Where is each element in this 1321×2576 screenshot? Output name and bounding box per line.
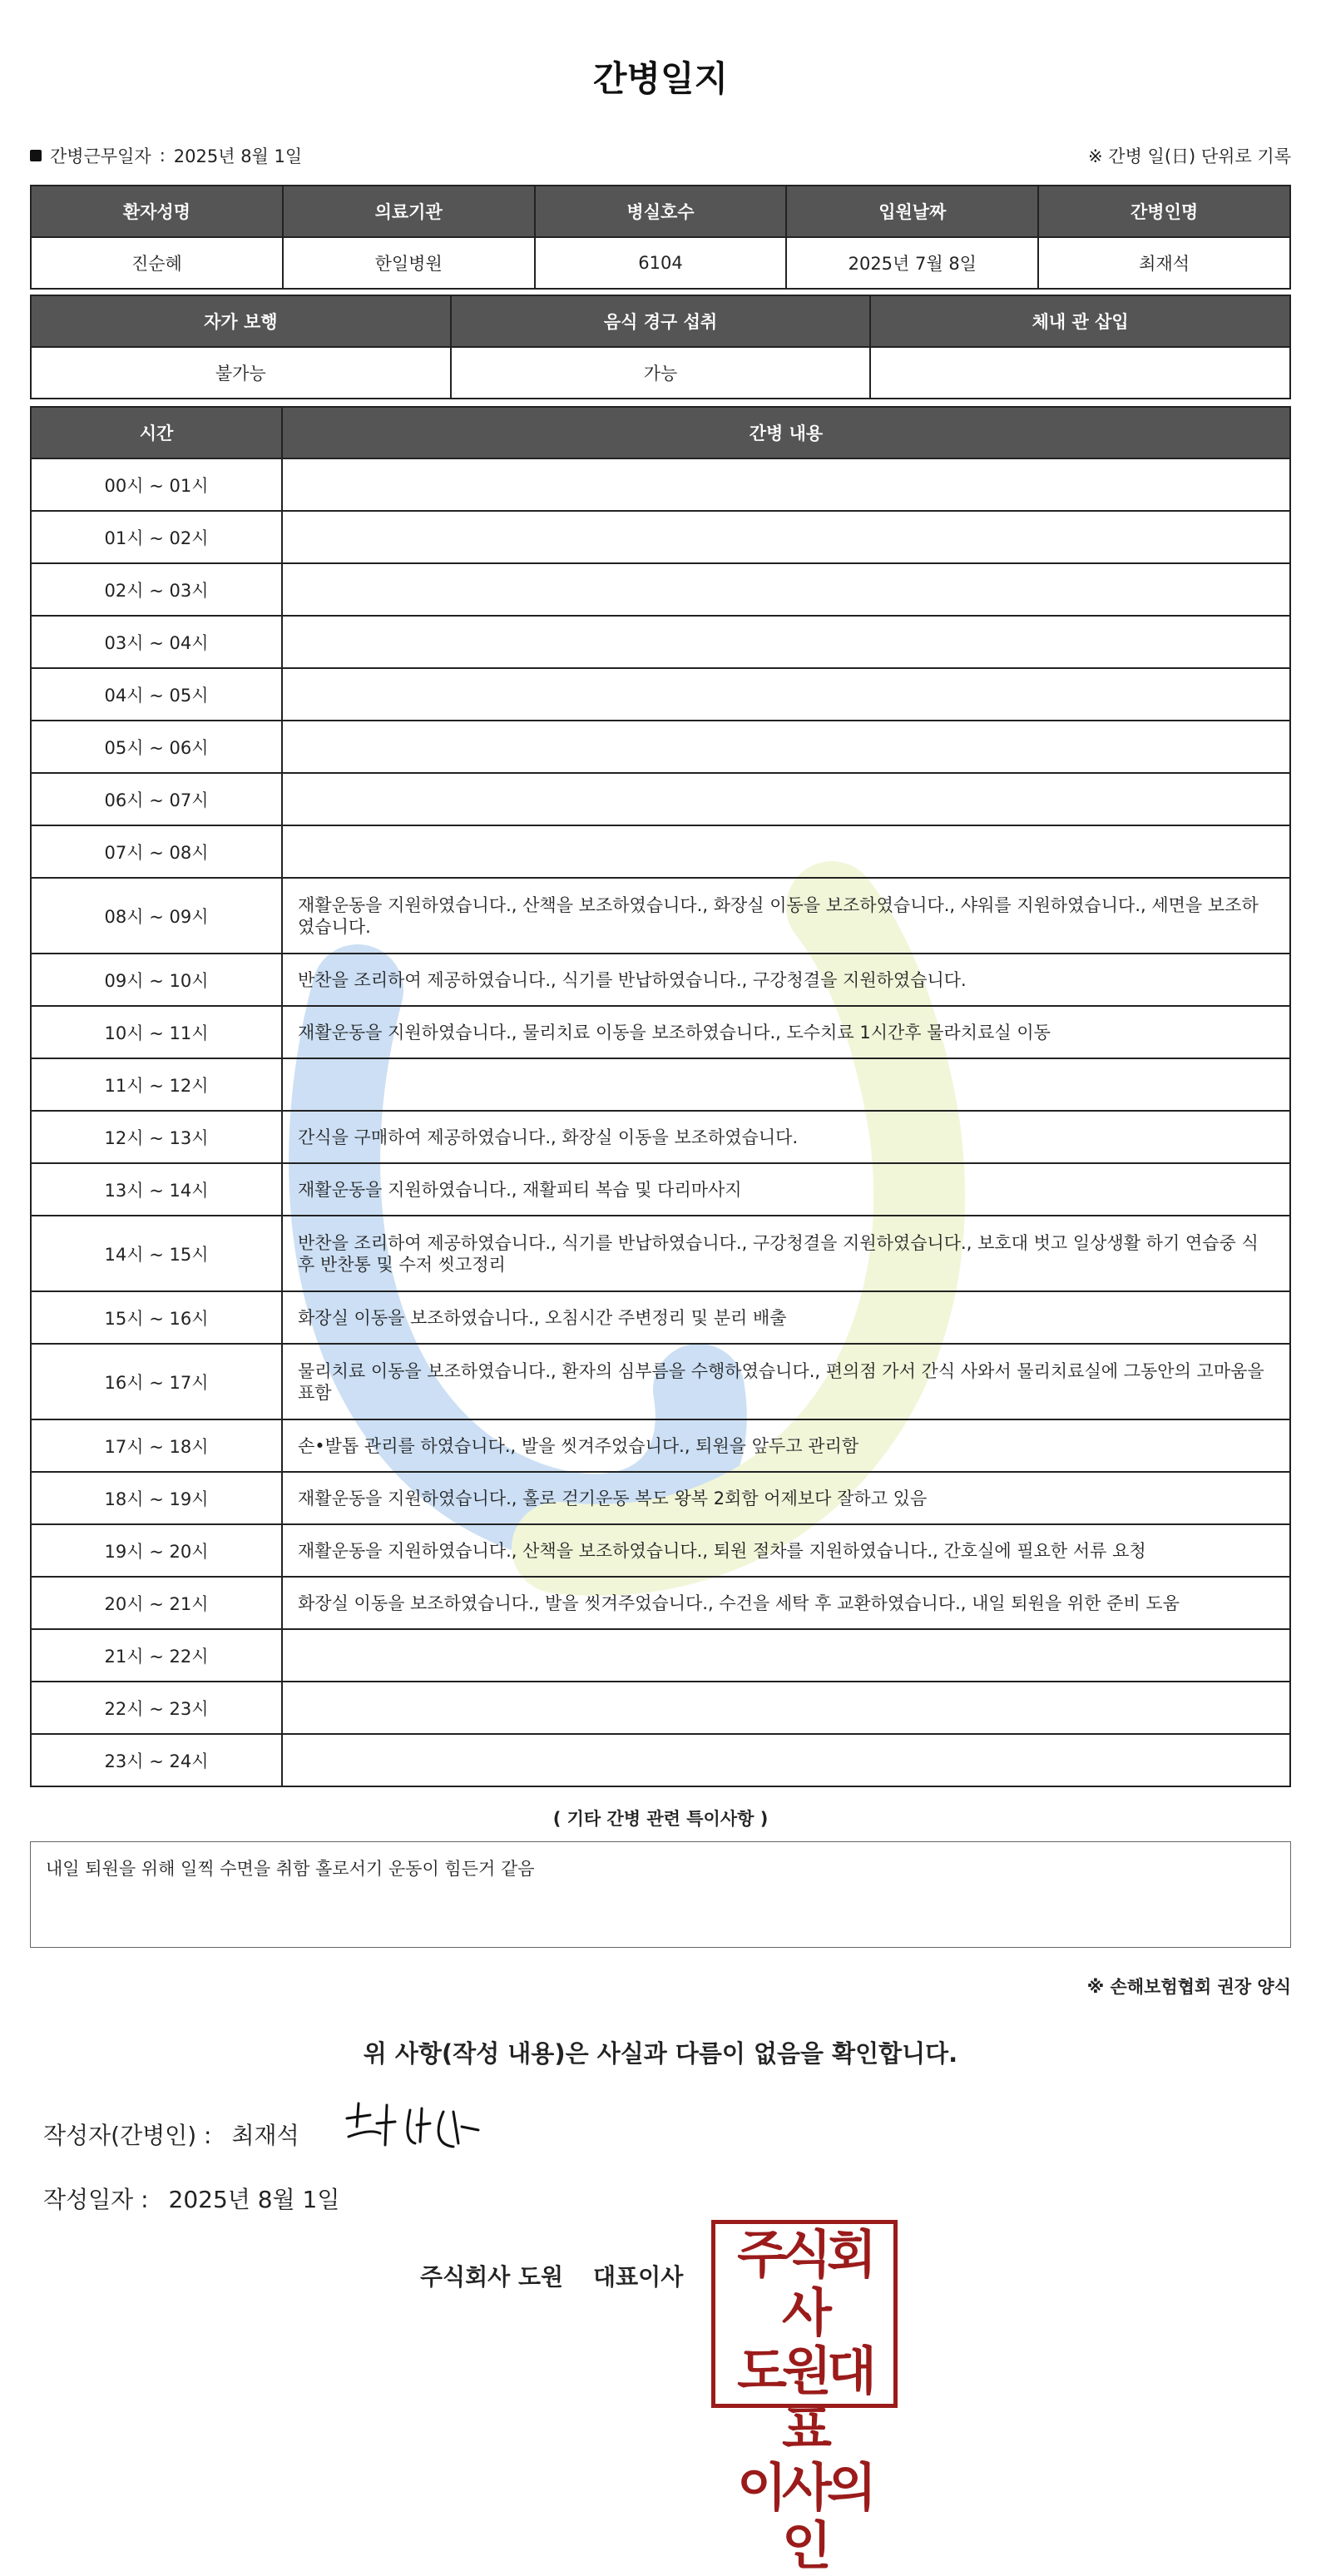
work-date-label: 간병근무일자 [50, 146, 151, 166]
header-hospital: 의료기관 [283, 186, 535, 237]
log-time: 21시 ~ 22시 [31, 1629, 282, 1682]
notes-title: ( 기타 간병 관련 특이사항 ) [552, 1809, 769, 1829]
log-content: 반찬을 조리하여 제공하였습니다., 식기를 반납하였습니다., 구강청결을 지원하였습니다. [282, 954, 1290, 1006]
log-content: 화장실 이동을 보조하였습니다., 오침시간 주변정리 및 분리 배출 [282, 1291, 1290, 1344]
table-row [31, 1524, 1290, 1577]
log-content [282, 511, 1290, 563]
write-date-line [43, 2182, 339, 2215]
log-content: 물리치료 이동을 보조하였습니다., 환자의 심부름을 수행하였습니다., 편의점 가서 간식 사와서 물리치료실에 그동안의 고마움을 표함 [282, 1344, 1290, 1419]
table-row [31, 1577, 1290, 1629]
work-date-value: 2025년 8월 1일 [173, 146, 303, 166]
care-log-table [30, 406, 1291, 1787]
table-row [31, 1111, 1290, 1163]
header-tube: 체내 관 삽입 [870, 295, 1290, 347]
confirmation-statement: 위 사항(작성 내용)은 사실과 다름이 없음을 확인합니다. [363, 2039, 958, 2068]
writer-label: 작성자(간병인) : [43, 2122, 212, 2149]
log-time: 00시 ~ 01시 [31, 458, 282, 511]
log-time: 16시 ~ 17시 [31, 1344, 282, 1419]
seal-line: 이사의인 [737, 2457, 872, 2576]
header-oral-intake: 음식 경구 섭취 [451, 295, 871, 347]
header-caregiver: 간병인명 [1038, 186, 1290, 237]
table-row [31, 1682, 1290, 1734]
table-row [31, 954, 1290, 1006]
log-content: 화장실 이동을 보조하였습니다., 발을 씻겨주었습니다., 수건을 세탁 후 교환하였습니다., 내일 퇴원을 위한 준비 도움 [282, 1577, 1290, 1629]
log-time: 08시 ~ 09시 [31, 878, 282, 954]
signature-icon [337, 2093, 487, 2168]
table-row [31, 458, 1290, 511]
log-time: 17시 ~ 18시 [31, 1419, 282, 1472]
table-row [31, 773, 1290, 825]
caregiver-name: 최재석 [1038, 237, 1290, 289]
log-time: 18시 ~ 19시 [31, 1472, 282, 1524]
log-content: 손•발톱 관리를 하였습니다., 발을 씻겨주었습니다., 퇴원을 앞두고 관리함 [282, 1419, 1290, 1472]
patient-info-table [30, 185, 1291, 290]
table-row [31, 1472, 1290, 1524]
log-content [282, 1734, 1290, 1786]
log-content [282, 563, 1290, 616]
table-row [31, 1006, 1290, 1058]
table-row [31, 1163, 1290, 1216]
table-row [31, 1058, 1290, 1111]
log-content [282, 773, 1290, 825]
log-time: 03시 ~ 04시 [31, 616, 282, 668]
seal-line: 도원대표 [737, 2341, 872, 2460]
table-row [31, 878, 1290, 954]
table-row [31, 1291, 1290, 1344]
log-time: 19시 ~ 20시 [31, 1524, 282, 1577]
log-content [282, 825, 1290, 878]
table-row [31, 825, 1290, 878]
admission-date: 2025년 7월 8일 [786, 237, 1038, 289]
header-room: 병실호수 [535, 186, 787, 237]
log-time: 10시 ~ 11시 [31, 1006, 282, 1058]
table-row [31, 1216, 1290, 1291]
oral-intake-value: 가능 [451, 347, 871, 399]
log-time: 06시 ~ 07시 [31, 773, 282, 825]
log-time: 02시 ~ 03시 [31, 563, 282, 616]
table-row [31, 1734, 1290, 1786]
table-row [31, 511, 1290, 563]
log-content: 간식을 구매하여 제공하였습니다., 화장실 이동을 보조하였습니다. [282, 1111, 1290, 1163]
log-content: 재활운동을 지원하였습니다., 물리치료 이동을 보조하였습니다., 도수치료 1시간후 물라치료실 이동 [282, 1006, 1290, 1058]
log-time: 01시 ~ 02시 [31, 511, 282, 563]
work-date-sep: : [159, 146, 166, 166]
log-content: 재활운동을 지원하였습니다., 재활피티 복습 및 다리마사지 [282, 1163, 1290, 1216]
writer-name: 최재석 [231, 2122, 299, 2149]
header-walking: 자가 보행 [31, 295, 451, 347]
log-time: 15시 ~ 16시 [31, 1291, 282, 1344]
write-date-label: 작성일자 : [43, 2186, 149, 2213]
log-content [282, 616, 1290, 668]
table-row [31, 1419, 1290, 1472]
log-time: 14시 ~ 15시 [31, 1216, 282, 1291]
bullet-icon [30, 150, 42, 161]
company-seal-icon [711, 2220, 898, 2576]
table-row [31, 1629, 1290, 1682]
log-time: 11시 ~ 12시 [31, 1058, 282, 1111]
notes-text: 내일 퇴원을 위해 일찍 수면을 취함 홀로서기 운동이 힘든거 같음 [30, 1841, 1291, 1948]
header-patient-name: 환자성명 [31, 186, 283, 237]
log-time: 04시 ~ 05시 [31, 668, 282, 721]
status-info-table [30, 295, 1291, 399]
log-content: 재활운동을 지원하였습니다., 산책을 보조하였습니다., 화장실 이동을 보조하였습니다., 샤워를 지원하였습니다., 세면을 보조하였습니다. [282, 878, 1290, 954]
hospital: 한일병원 [283, 237, 535, 289]
log-content [282, 1629, 1290, 1682]
work-date [30, 143, 302, 168]
header-content: 간병 내용 [282, 407, 1290, 458]
log-time: 22시 ~ 23시 [31, 1682, 282, 1734]
log-content: 재활운동을 지원하였습니다., 홀로 걷기운동 복도 왕복 2회함 어제보다 잘하고 있음 [282, 1472, 1290, 1524]
seal-line: 주식회사 [737, 2224, 872, 2343]
walking-value: 불가능 [31, 347, 451, 399]
tube-value [870, 347, 1290, 399]
page-title: 간병일지 [592, 58, 729, 99]
table-row [31, 668, 1290, 721]
log-time: 23시 ~ 24시 [31, 1734, 282, 1786]
log-time: 13시 ~ 14시 [31, 1163, 282, 1216]
log-content [282, 458, 1290, 511]
log-time: 20시 ~ 21시 [31, 1577, 282, 1629]
log-time: 05시 ~ 06시 [31, 721, 282, 773]
care-log-rows [31, 458, 1290, 1786]
writer-line [43, 2118, 299, 2151]
log-content [282, 668, 1290, 721]
log-time: 07시 ~ 08시 [31, 825, 282, 878]
log-time: 12시 ~ 13시 [31, 1111, 282, 1163]
company-name: 주식회사 도원 [420, 2263, 564, 2291]
log-content [282, 1058, 1290, 1111]
log-content [282, 1682, 1290, 1734]
table-row [31, 1344, 1290, 1419]
write-date-value: 2025년 8월 1일 [168, 2186, 340, 2213]
table-row [31, 563, 1290, 616]
log-content: 재활운동을 지원하였습니다., 산책을 보조하였습니다., 퇴원 절차를 지원하였습니다., 간호실에 필요한 서류 요청 [282, 1524, 1290, 1577]
form-note: ※ 손해보험협회 권장 양식 [1086, 1977, 1291, 1997]
header-admission-date: 입원날짜 [786, 186, 1038, 237]
patient-name: 진순혜 [31, 237, 283, 289]
header-time: 시간 [31, 407, 282, 458]
log-content: 반찬을 조리하여 제공하였습니다., 식기를 반납하였습니다., 구강청결을 지원하였습니다., 보호대 벗고 일상생활 하기 연습중 식후 반찬통 및 수저 씻고정리 [282, 1216, 1290, 1291]
table-row [31, 721, 1290, 773]
log-time: 09시 ~ 10시 [31, 954, 282, 1006]
record-note: ※ 간병 일(日) 단위로 기록 [1088, 146, 1291, 166]
company-title: 대표이사 [593, 2263, 684, 2291]
table-row [31, 616, 1290, 668]
company-line [420, 2259, 683, 2292]
room-number: 6104 [535, 237, 787, 289]
log-content [282, 721, 1290, 773]
